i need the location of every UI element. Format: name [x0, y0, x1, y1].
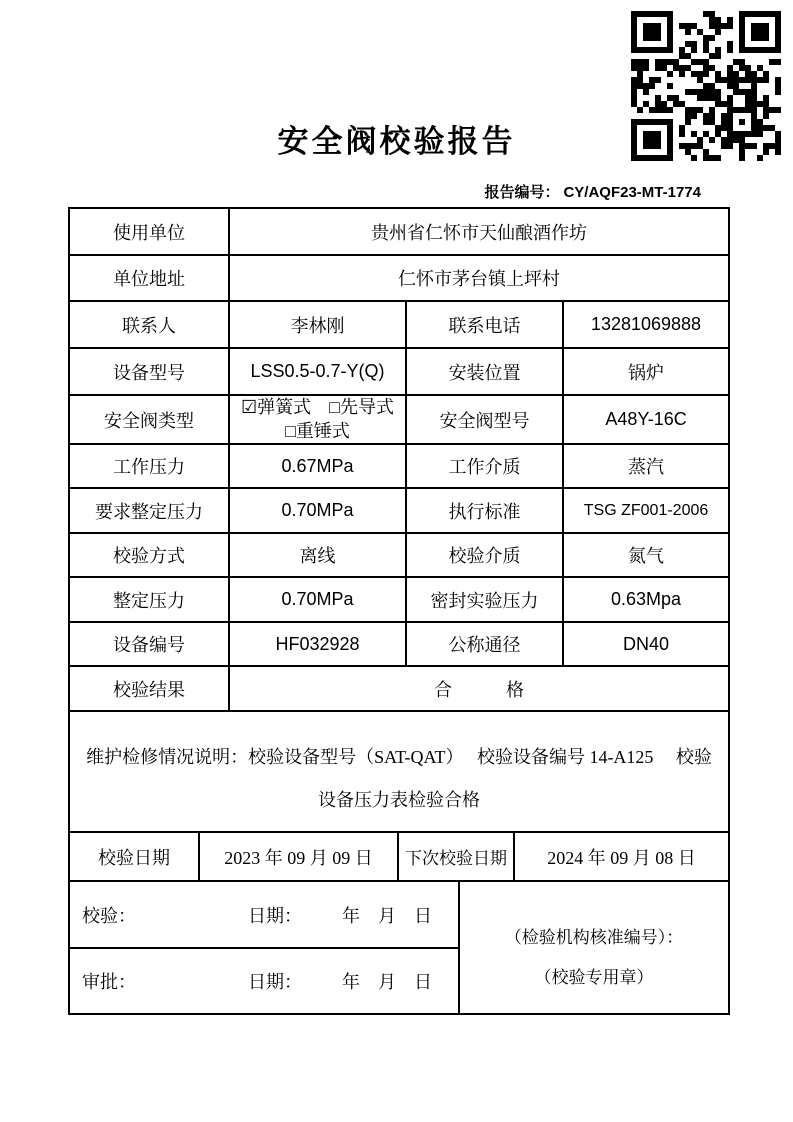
calibration-seal: （校验专用章） — [534, 967, 654, 987]
field-label: 要求整定压力 — [69, 488, 229, 533]
next-calibration-date: 2024 年 09 月 08 日 — [514, 832, 729, 881]
field-value: 离线 — [229, 533, 406, 577]
field-value: 锅炉 — [563, 348, 729, 395]
approver-label: 审批： — [82, 972, 136, 992]
table-row — [69, 711, 729, 832]
table-row — [69, 208, 729, 255]
table-row — [69, 444, 729, 488]
table-row — [69, 832, 729, 881]
checkbox-line-1: ☑弹簧式 □先导式 — [240, 397, 394, 418]
checkbox-line-2: □重锤式 — [285, 420, 350, 441]
maintenance-note — [69, 711, 729, 832]
field-label: 工作压力 — [69, 444, 229, 488]
field-label: 设备编号 — [69, 622, 229, 666]
year-month-day: 年 月 日 — [342, 972, 432, 992]
table-row — [69, 666, 729, 711]
field-value: 0.67MPa — [229, 444, 406, 488]
field-value: 仁怀市茅台镇上坪村 — [229, 255, 729, 301]
table-row — [69, 622, 729, 666]
table-row — [69, 577, 729, 622]
date-label: 日期： — [248, 972, 302, 992]
year-month-day: 年 月 日 — [342, 905, 432, 926]
field-label: 校验方式 — [69, 533, 229, 577]
field-label: 联系电话 — [406, 301, 563, 348]
stamp-area — [459, 881, 729, 1014]
field-label: 校验日期 — [69, 832, 199, 881]
valve-type-checkboxes — [229, 395, 406, 444]
field-label: 联系人 — [69, 301, 229, 348]
table-row — [69, 881, 729, 948]
field-label: 公称通径 — [406, 622, 563, 666]
agency-approval-number: （检验机构核准编号）： — [504, 927, 684, 947]
page-title: 安全阀校验报告 — [277, 124, 516, 159]
table-row — [69, 395, 729, 444]
report-number-value: CY/AQF23-MT-1774 — [563, 184, 701, 201]
result-value: 合 格 — [229, 666, 729, 711]
maintenance-line-1: 维护检修情况说明：校验设备型号（SAT-QAT） 校验设备编号 14-A125 校验 — [86, 747, 712, 767]
table-row — [69, 301, 729, 348]
report-number-label: 报告编号： — [484, 185, 560, 201]
field-label: 校验结果 — [69, 666, 229, 711]
field-value: 蒸汽 — [563, 444, 729, 488]
field-label: 设备型号 — [69, 348, 229, 395]
sign-row-approver — [69, 948, 459, 1014]
date-label: 日期： — [248, 905, 302, 926]
field-value: 0.70MPa — [229, 577, 406, 622]
field-label: 整定压力 — [69, 577, 229, 622]
table-row — [69, 348, 729, 395]
field-label: 工作介质 — [406, 444, 563, 488]
sign-row-calibrator — [69, 881, 459, 948]
maintenance-line-2: 设备压力表检验合格 — [318, 790, 481, 810]
field-value: LSS0.5-0.7-Y(Q) — [229, 348, 406, 395]
field-value: 贵州省仁怀市天仙酿酒作坊 — [229, 208, 729, 255]
field-label: 单位地址 — [69, 255, 229, 301]
calibrator-label: 校验： — [82, 905, 136, 926]
table-row — [69, 255, 729, 301]
field-value: 13281069888 — [563, 301, 729, 348]
table-row — [69, 488, 729, 533]
field-label: 执行标准 — [406, 488, 563, 533]
field-value: 0.70MPa — [229, 488, 406, 533]
field-label: 密封实验压力 — [406, 577, 563, 622]
table-row — [69, 533, 729, 577]
field-label: 安全阀型号 — [406, 395, 563, 444]
field-value: 0.63Mpa — [563, 577, 729, 622]
field-value: A48Y-16C — [563, 395, 729, 444]
field-value: 氮气 — [563, 533, 729, 577]
calibration-date: 2023 年 09 月 09 日 — [199, 832, 398, 881]
report-number — [484, 181, 701, 202]
field-label: 使用单位 — [69, 208, 229, 255]
field-label: 安全阀类型 — [69, 395, 229, 444]
field-value: DN40 — [563, 622, 729, 666]
field-value: TSG ZF001-2006 — [563, 488, 729, 533]
field-value: HF032928 — [229, 622, 406, 666]
field-label: 校验介质 — [406, 533, 563, 577]
field-value: 李林刚 — [229, 301, 406, 348]
report-table — [68, 207, 730, 1015]
field-label: 安装位置 — [406, 348, 563, 395]
field-label: 下次校验日期 — [398, 832, 514, 881]
